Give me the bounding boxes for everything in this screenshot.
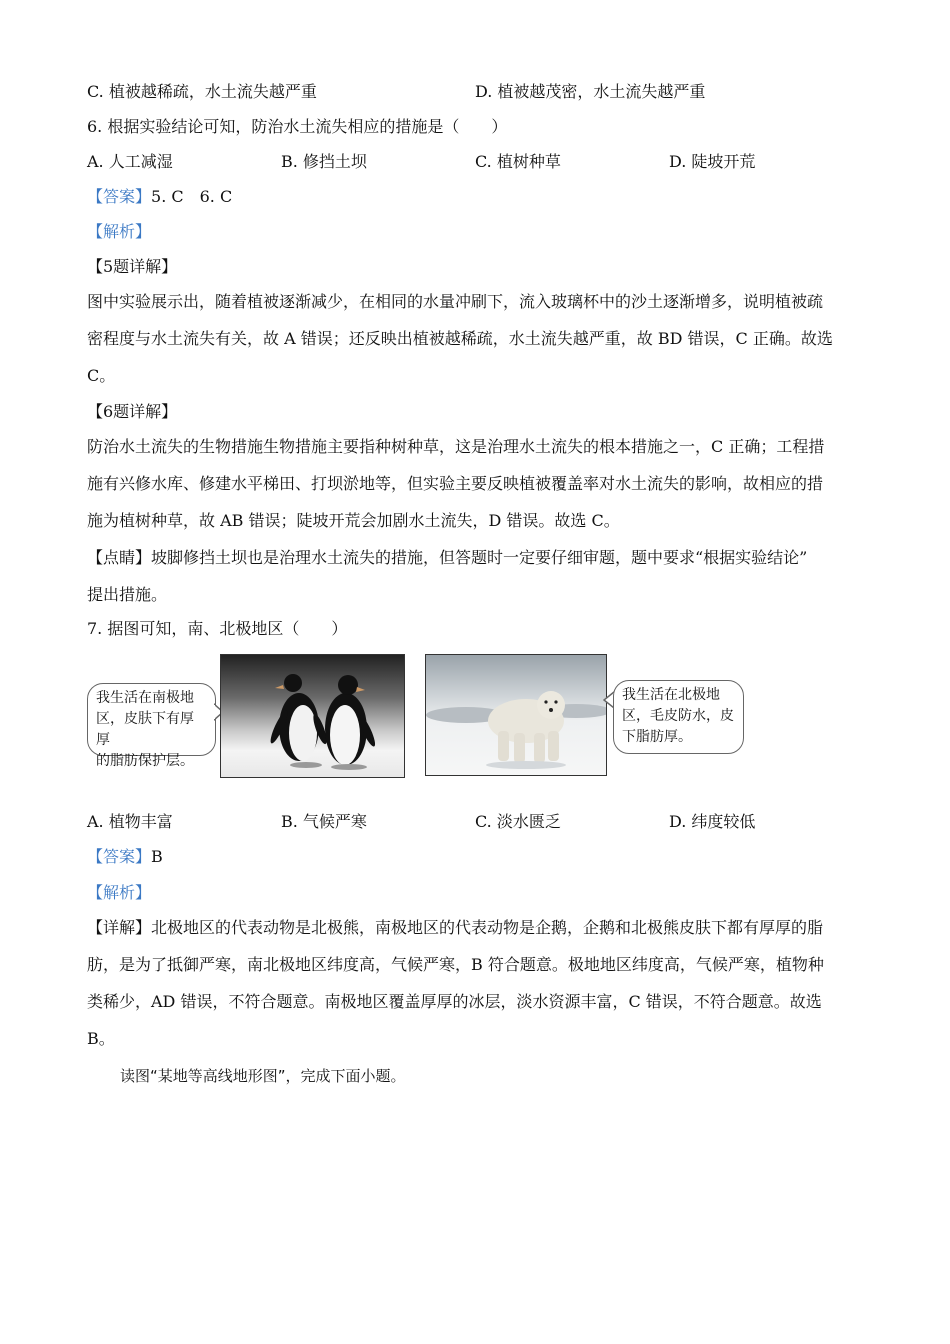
answer-text: B <box>151 847 163 866</box>
q7-stem: 7. 据图可知，南、北极地区（ ） <box>87 619 348 638</box>
speech-bubble-south-pole <box>87 683 216 769</box>
q5-option-c: C. 植被越稀疏，水土流失越严重 <box>87 82 317 101</box>
q6-option-d: D. 陡坡开荒 <box>669 152 756 171</box>
bubble-line: 下脂肪厚。 <box>622 729 692 745</box>
bubble-line: 我生活在北极地 <box>622 687 720 703</box>
bubble-line: 我生活在南极地 <box>96 690 194 706</box>
next-section-prompt: 读图“某地等高线地形图”，完成下面小题。 <box>120 1067 406 1085</box>
bubble-line: 的脂肪保护层。 <box>96 753 194 769</box>
answer-text: 5. C 6. C <box>151 187 233 206</box>
q7-option-d: D. 纬度较低 <box>669 812 756 831</box>
detail-7-line: 类稀少，AD 错误，不符合题意。南极地区覆盖厚厚的冰层，淡水资源丰富，C 错误，不符合题意。故选 <box>87 992 822 1011</box>
polar-bear-icon <box>426 655 607 776</box>
analysis-tag: 【解析】 <box>87 222 152 241</box>
answer-tag: 【答案】 <box>87 187 152 206</box>
detail-5-line: 密程度与水土流失有关，故 A 错误；还反映出植被越稀疏，水土流失越严重，故 BD 错误，C 正确。故选 <box>87 329 833 348</box>
comment-line: 提出措施。 <box>87 585 168 604</box>
detail-5-line: C。 <box>87 366 116 385</box>
penguin-photo <box>220 654 405 778</box>
answer-5-6 <box>87 187 232 207</box>
detail-7-line: 【详解】北极地区的代表动物是北极熊，南极地区的代表动物是企鹅，企鹅和北极熊皮肤下都有厚厚的脂 <box>87 918 824 937</box>
q7-option-a: A. 植物丰富 <box>87 812 173 831</box>
detail-5-line: 图中实验展示出，随着植被逐渐减少，在相同的水量冲刷下，流入玻璃杯中的沙土逐渐增多，说明植被疏 <box>87 292 824 311</box>
polar-bear-photo <box>425 654 607 776</box>
detail-7-line: B。 <box>87 1029 115 1048</box>
detail-7-line: 肪，是为了抵御严寒，南北极地区纬度高，气候严寒，B 符合题意。极地地区纬度高，气候严寒，植物种 <box>87 955 824 974</box>
bubble-line: 区，皮肤下有厚厚 <box>96 711 194 748</box>
comment-line: 【点睛】坡脚修挡土坝也是治理水土流失的措施，但答题时一定要仔细审题，题中要求“根据实验结论” <box>87 548 808 567</box>
detail-6-heading: 【6题详解】 <box>87 402 178 421</box>
answer-tag: 【答案】 <box>87 847 152 866</box>
analysis-tag: 【解析】 <box>87 883 152 902</box>
detail-6-line: 施有兴修水库、修建水平梯田、打坝淤地等，但实验主要反映植被覆盖率对水土流失的影响，故相应的措 <box>87 474 824 493</box>
q5-option-d: D. 植被越茂密，水土流失越严重 <box>475 82 706 101</box>
penguin-icon <box>221 655 405 778</box>
q7-option-b: B. 气候严寒 <box>281 812 367 831</box>
speech-bubble-north-pole <box>613 680 744 754</box>
q6-option-a: A. 人工减湿 <box>87 152 173 171</box>
q6-option-c: C. 植树种草 <box>475 152 561 171</box>
q6-option-b: B. 修挡土坝 <box>281 152 367 171</box>
q6-stem: 6. 根据实验结论可知，防治水土流失相应的措施是（ ） <box>87 117 508 136</box>
answer-7 <box>87 847 163 867</box>
q7-option-c: C. 淡水匮乏 <box>475 812 561 831</box>
bubble-line: 区，毛皮防水，皮 <box>622 708 734 724</box>
detail-6-line: 防治水土流失的生物措施生物措施主要指种树种草，这是治理水土流失的根本措施之一，C 正确；工程措 <box>87 437 825 456</box>
detail-6-line: 施为植树种草，故 AB 错误；陡坡开荒会加剧水土流失，D 错误。故选 C。 <box>87 511 620 530</box>
detail-5-heading: 【5题详解】 <box>87 257 178 276</box>
